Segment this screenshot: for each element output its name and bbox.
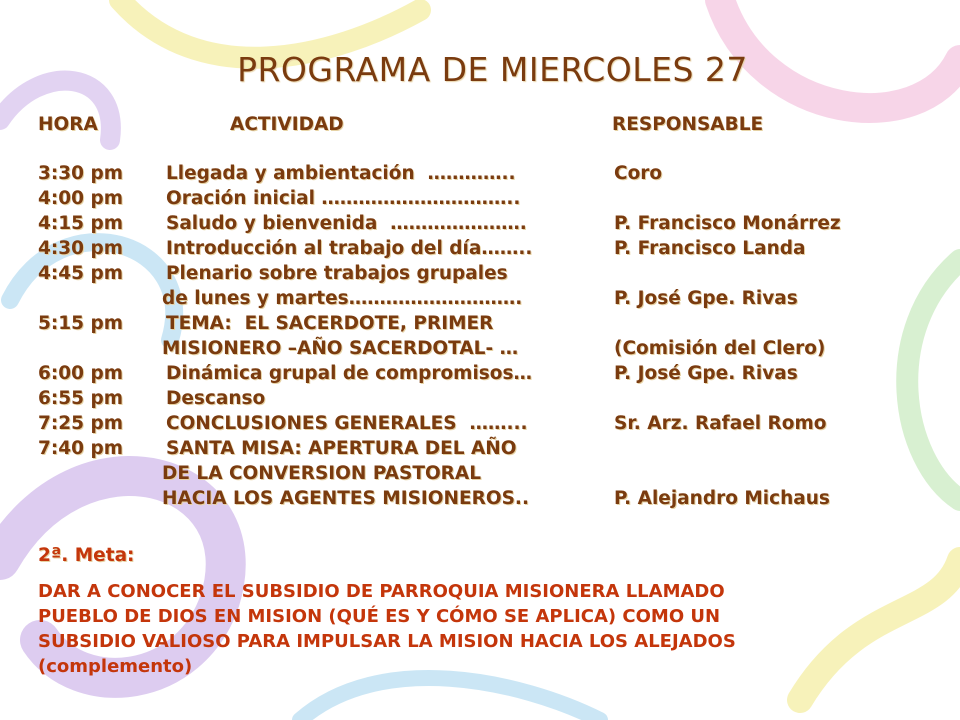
row-actividad: Oración inicial ………………………….. — [166, 188, 521, 209]
row-actividad: TEMA: EL SACERDOTE, PRIMER — [166, 313, 494, 334]
row-hora: 4:30 pm — [38, 238, 123, 259]
row-actividad: CONCLUSIONES GENERALES ……... — [166, 413, 528, 434]
row-actividad: Saludo y bienvenida …………………. — [166, 213, 527, 234]
row-responsable: (Comisión del Clero) — [614, 338, 826, 359]
header-hora: HORA — [38, 114, 98, 135]
meta-body: DAR A CONOCER EL SUBSIDIO DE PARROQUIA MISIONERA LLAMADO PUEBLO DE DIOS EN MISION (QUÉ ES Y CÓMO SE APLICA) COMO UN SUBSIDIO VALIOSO PARA IMPULSAR LA MISION HACIA LOS ALEJADOS (complemento) — [38, 581, 736, 677]
header-actividad: ACTIVIDAD — [230, 114, 344, 135]
row-responsable: Coro — [614, 163, 663, 184]
row-actividad: Introducción al trabajo del día…….. — [166, 238, 533, 259]
row-actividad: HACIA LOS AGENTES MISIONEROS.. — [162, 488, 529, 509]
row-responsable: Sr. Arz. Rafael Romo — [614, 413, 827, 434]
row-actividad: Plenario sobre trabajos grupales — [166, 263, 508, 284]
row-hora: 4:00 pm — [38, 188, 123, 209]
row-actividad: MISIONERO –AÑO SACERDOTAL- … — [162, 338, 519, 359]
row-responsable: P. Alejandro Michaus — [614, 488, 830, 509]
row-actividad: Llegada y ambientación ………….. — [166, 163, 516, 184]
row-responsable: P. José Gpe. Rivas — [614, 288, 798, 309]
row-hora: 7:40 pm — [38, 438, 123, 459]
row-responsable: P. Francisco Monárrez — [614, 213, 841, 234]
row-actividad: DE LA CONVERSION PASTORAL — [162, 463, 482, 484]
row-responsable: P. Francisco Landa — [614, 238, 806, 259]
row-responsable: P. José Gpe. Rivas — [614, 363, 798, 384]
row-actividad: Descanso — [166, 388, 266, 409]
swirl-blue-bottom — [300, 678, 600, 720]
swirl-green-right — [907, 260, 960, 500]
row-hora: 3:30 pm — [38, 163, 123, 184]
row-actividad: SANTA MISA: APERTURA DEL AÑO — [166, 438, 517, 459]
row-actividad: de lunes y martes………………………. — [162, 288, 523, 309]
row-hora: 5:15 pm — [38, 313, 123, 334]
row-hora: 6:55 pm — [38, 388, 123, 409]
page-title: PROGRAMA DE MIERCOLES 27 — [237, 50, 748, 89]
row-actividad: Dinámica grupal de compromisos… — [166, 363, 533, 384]
row-hora: 4:45 pm — [38, 263, 123, 284]
row-hora: 4:15 pm — [38, 213, 123, 234]
header-responsable: RESPONSABLE — [612, 114, 764, 135]
meta-heading: 2ª. Meta: — [38, 545, 135, 566]
row-hora: 6:00 pm — [38, 363, 123, 384]
row-hora: 7:25 pm — [38, 413, 123, 434]
